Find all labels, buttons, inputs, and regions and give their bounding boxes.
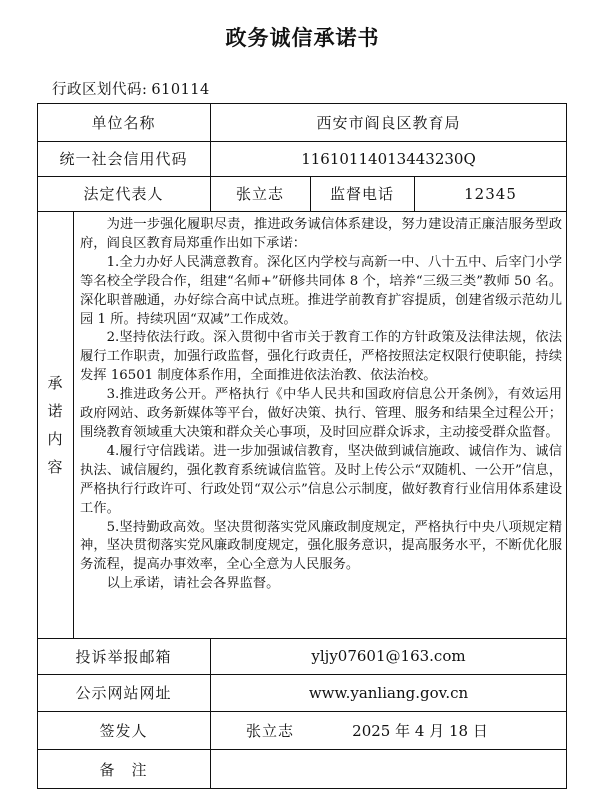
issue-date: 2025 年 4 月 18 日 <box>352 721 488 740</box>
commitment-label-char: 诺 <box>47 401 63 420</box>
phone-label: 监督电话 <box>329 185 394 203</box>
commitment-label-char: 内 <box>47 429 63 448</box>
commitment-label <box>37 211 73 638</box>
commitment-paragraph: 4.履行守信践诺。进一步加强诚信教育，坚决做到诚信施政、诚信作为、诚信执法、诚信履约，强化教育系统诚信监管。及时上传公示“双随机、一公开”信息，严格执行行政许可、行政处罚“双公示”信息公示制度，做好教育行业信用体系建设工作。 <box>80 443 562 516</box>
col-divider <box>73 211 74 638</box>
website-value: www.yanliang.gov.cn <box>308 683 469 702</box>
commitment-label-char: 承 <box>47 373 63 392</box>
admin-code-line <box>52 78 210 99</box>
commitment-content <box>80 216 562 594</box>
issuer-name: 张立志 <box>245 721 294 740</box>
commitment-label-char: 容 <box>47 457 63 476</box>
email-value: yljy07601@163.com <box>311 647 466 665</box>
remarks-label: 备 注 <box>99 760 148 779</box>
credit-code-label: 统一社会信用代码 <box>59 150 188 168</box>
commitment-paragraph: 3.推进政务公开。严格执行《中华人民共和国政府信息公开条例》，有效运用政府网站、政务新媒体等平台，做好决策、执行、管理、服务和结果全过程公开；围绕教育领域重大决策和群众关心事项，及时回应群众诉求，主动接受群众监督。 <box>80 387 562 440</box>
legal-rep-label: 法定代表人 <box>83 185 164 203</box>
legal-rep-value: 张立志 <box>235 185 284 203</box>
unit-name-label: 单位名称 <box>91 113 156 132</box>
phone-value: 12345 <box>464 184 517 203</box>
commitment-paragraph: 为进一步强化履职尽责，推进政务诚信体系建设，努力建设清正廉洁服务型政府，阎良区教育局郑重作出如下承诺： <box>80 217 562 251</box>
commitment-paragraph: 2.坚持依法行政。深入贯彻中省市关于教育工作的方针政策及法律法规，依法履行工作职责，加强行政监督，强化行政责任，严格按照法定权限行使职能，持续发挥 16501 制度体系作用，全面推进依法治教、依法治校。 <box>80 330 562 384</box>
commitment-paragraph: 5.坚持勤政高效。坚决贯彻落实党风廉政制度规定，严格执行中央八项规定精神，坚决贯彻落实党风廉政制度规定，强化服务意识，提高服务水平，不断优化服务流程，提高办事效率，全心全意为人民服务。 <box>80 519 562 573</box>
website-label: 公示网站网址 <box>75 684 172 702</box>
issuer-label: 签发人 <box>99 721 148 740</box>
email-label: 投诉举报邮箱 <box>75 647 172 666</box>
document-title: 政务诚信承诺书 <box>225 25 380 50</box>
commitment-paragraph: 以上承诺，请社会各界监督。 <box>106 576 280 592</box>
admin-code-label: 行政区划代码: <box>52 82 148 98</box>
commitment-paragraph: 1.全力办好人民满意教育。深化区内学校与高新一中、八十五中、后宰门小学等名校全学段合作，组建“名师+”研修共同体 8 个，培养“三级三类”教师 50 名。深化职普融通，办好综合高中试点班。推进学前教育扩容提质，创建省级示范幼儿园 1 所。持续巩固“双减”工作成效。 <box>80 254 562 327</box>
admin-code-value: 610114 <box>151 82 210 98</box>
credit-code-value: 11610114013443230Q <box>301 149 476 168</box>
row-divider <box>37 211 567 212</box>
remarks-value <box>210 749 567 789</box>
unit-name-value: 西安市阎良区教育局 <box>316 113 461 132</box>
